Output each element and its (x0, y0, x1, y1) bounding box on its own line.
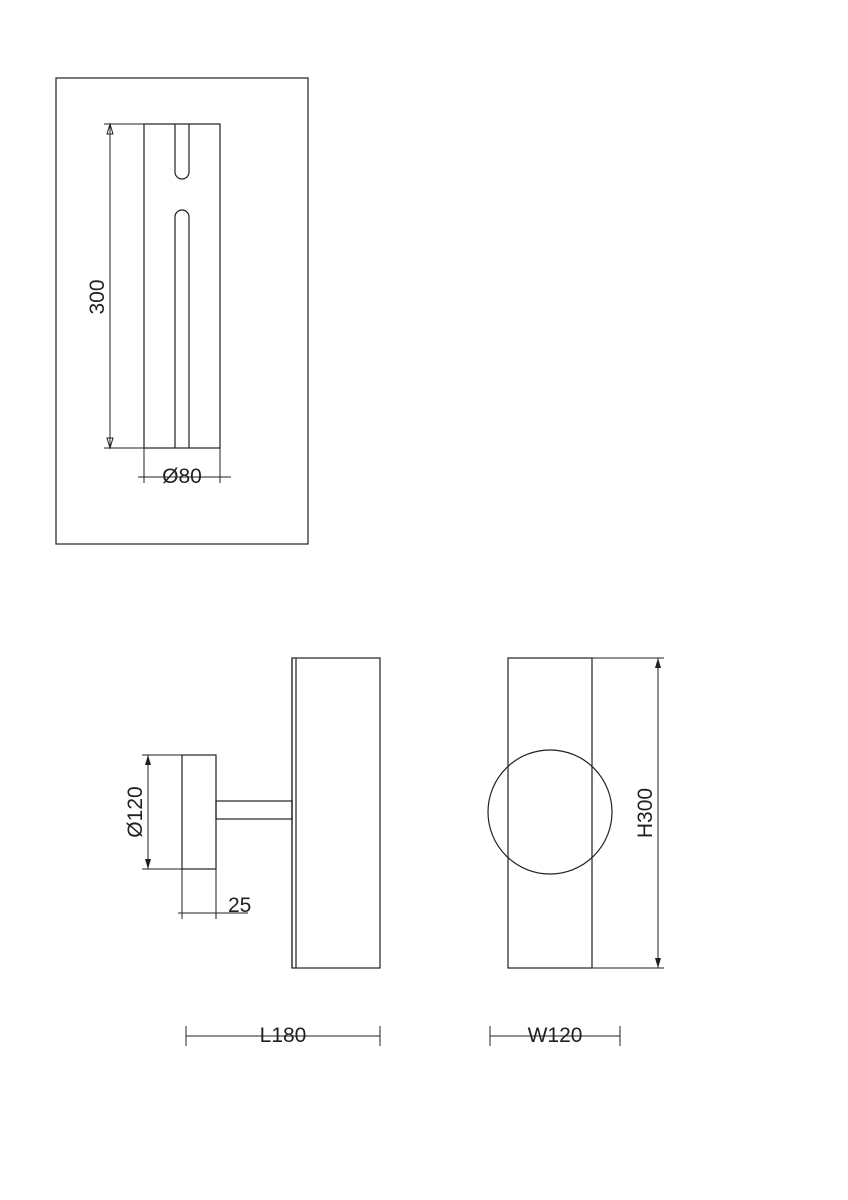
side-view-group (124, 658, 380, 1047)
dim-label-h300: H300 (634, 787, 657, 839)
dim-label-25: 25 (228, 894, 252, 917)
side-view-mount-disc (182, 755, 216, 869)
dim-label-diameter-80: Ø80 (162, 465, 202, 488)
dim-diameter-80 (138, 448, 231, 488)
dim-label-l180: L180 (259, 1024, 307, 1047)
dim-label-300: 300 (86, 279, 109, 315)
end-view-mount-circle (488, 750, 612, 874)
side-view-body (292, 658, 380, 968)
end-view-group (488, 658, 664, 1047)
dim-depth-25 (178, 869, 251, 919)
front-view-body (144, 124, 220, 448)
front-view-upper-slot (175, 124, 189, 179)
dim-label-diameter-120: Ø120 (124, 786, 147, 838)
dim-height-h300 (592, 658, 664, 968)
dim-height-300 (86, 124, 144, 448)
end-view-body (508, 658, 592, 968)
dim-diameter-120 (124, 755, 182, 869)
side-view-stem (216, 801, 292, 819)
front-view-group (56, 78, 308, 544)
dim-label-w120: W120 (527, 1024, 583, 1047)
dim-width-w120 (490, 1024, 620, 1047)
dim-length-180 (186, 1024, 380, 1047)
front-view-lower-slot (175, 210, 189, 448)
